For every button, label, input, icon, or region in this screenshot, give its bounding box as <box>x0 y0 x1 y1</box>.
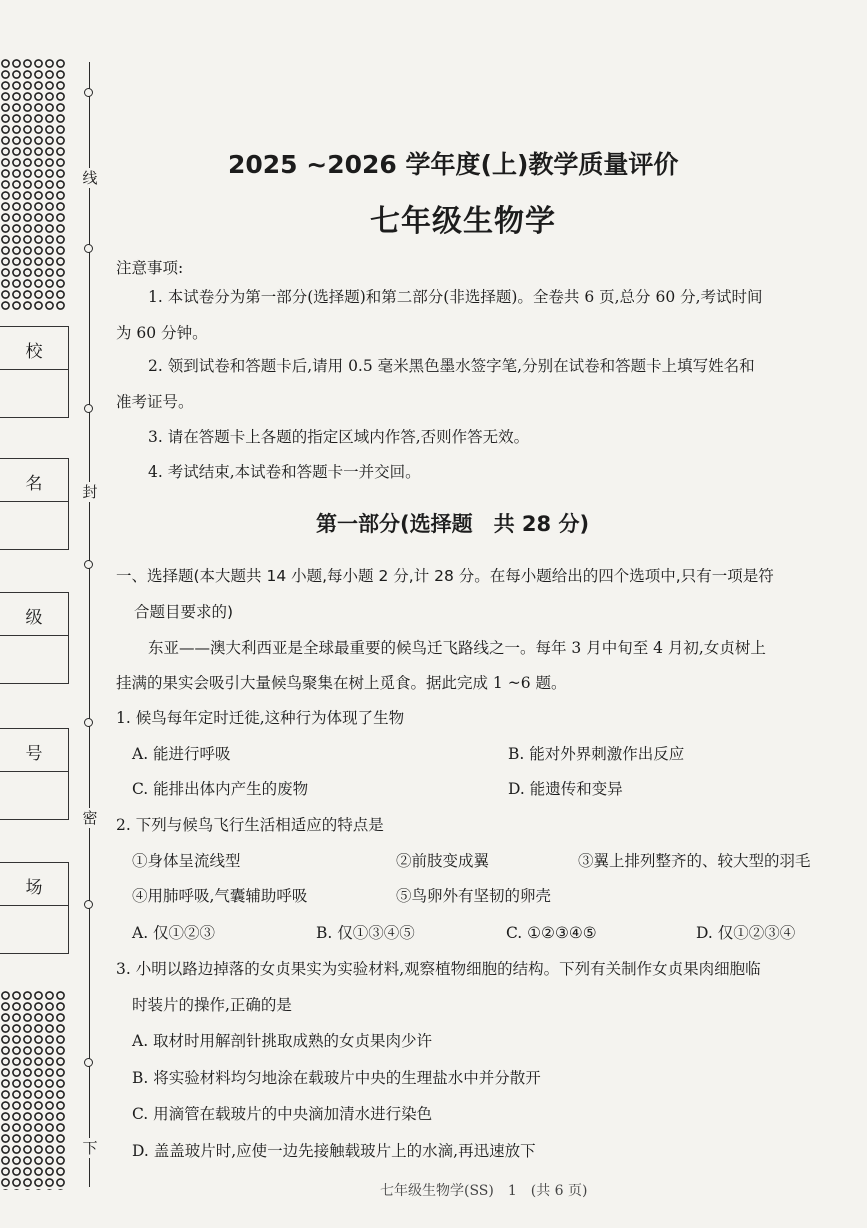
q3-option-d[interactable]: D. 盖盖玻片时,应使一边先接触载玻片上的水滴,再迅速放下 <box>132 1142 536 1160</box>
q1-option-b[interactable]: B. 能对外界刺激作出反应 <box>508 745 685 763</box>
question-3-stem-cont: 时装片的操作,正确的是 <box>132 996 292 1014</box>
cut-line-ring <box>84 404 93 413</box>
passage: 东亚——澳大利西亚是全球最重要的候鸟迁飞路线之一。每年 3 月中旬至 4 月初,女贞树上 <box>148 639 766 657</box>
page-footer: 七年级生物学(SS) 1 (共 6 页) <box>380 1183 588 1199</box>
q2-option-c[interactable]: C. ①②③④⑤ <box>506 924 597 942</box>
dot-grid-top <box>0 58 66 310</box>
q2-statement-5: ⑤鸟卵外有坚韧的卵壳 <box>396 887 552 905</box>
cut-line-ring <box>84 718 93 727</box>
q2-option-d[interactable]: D. 仅①②③④ <box>696 924 796 942</box>
notes-heading: 注意事项: <box>116 259 184 277</box>
field-label: 校 <box>25 342 43 362</box>
cut-word-feng: 封 <box>80 482 100 502</box>
passage-cont: 挂满的果实会吸引大量候鸟聚集在树上觅食。据此完成 1 ~6 题。 <box>116 674 567 692</box>
exam-subject: 七年级生物学 <box>370 204 556 239</box>
q1-option-d[interactable]: D. 能遗传和变异 <box>508 780 623 798</box>
q3-option-a[interactable]: A. 取材时用解剖针挑取成熟的女贞果肉少许 <box>132 1032 433 1050</box>
q2-statement-3: ③翼上排列整齐的、较大型的羽毛 <box>578 852 811 870</box>
question-2-stem: 2. 下列与候鸟飞行生活相适应的特点是 <box>116 816 384 834</box>
q3-option-b[interactable]: B. 将实验材料均匀地涂在载玻片中央的生理盐水中并分散开 <box>132 1069 541 1087</box>
field-class[interactable] <box>0 592 69 684</box>
dot-pattern-top <box>0 58 66 310</box>
field-label: 级 <box>25 608 43 628</box>
cut-word-mi: 密 <box>80 808 100 828</box>
q2-statement-1: ①身体呈流线型 <box>132 852 241 870</box>
note-line: 2. 领到试卷和答题卡后,请用 0.5 毫米黑色墨水签字笔,分别在试卷和答题卡上填写姓名和 <box>148 357 755 375</box>
note-line: 3. 请在答题卡上各题的指定区域内作答,否则作答无效。 <box>148 428 530 446</box>
cut-line-ring <box>84 560 93 569</box>
exam-title: 2025 ~2026 学年度(上)教学质量评价 <box>228 150 679 179</box>
part-title: 第一部分(选择题 共 28 分) <box>316 512 590 536</box>
note-line: 准考证号。 <box>116 393 194 411</box>
question-1-stem: 1. 候鸟每年定时迁徙,这种行为体现了生物 <box>116 709 405 727</box>
q2-option-a[interactable]: A. 仅①②③ <box>132 924 216 942</box>
field-label: 号 <box>25 744 43 764</box>
field-label: 场 <box>25 878 43 898</box>
cut-word-xia: 下 <box>80 1138 100 1158</box>
section-instructions: 一、选择题(本大题共 14 小题,每小题 2 分,计 28 分。在每小题给出的四个选项中,只有一项是符 <box>116 567 774 585</box>
cut-line <box>89 62 90 1187</box>
cut-line-ring <box>84 88 93 97</box>
q1-option-c[interactable]: C. 能排出体内产生的废物 <box>132 780 309 798</box>
cut-line-ring <box>84 244 93 253</box>
q2-statement-2: ②前肢变成翼 <box>396 852 490 870</box>
q1-option-a[interactable]: A. 能进行呼吸 <box>132 745 231 763</box>
field-school[interactable] <box>0 326 69 418</box>
note-line: 为 60 分钟。 <box>116 324 208 342</box>
field-label: 名 <box>25 474 43 494</box>
cut-line-ring <box>84 1058 93 1067</box>
field-room[interactable] <box>0 862 69 954</box>
note-line: 1. 本试卷分为第一部分(选择题)和第二部分(非选择题)。全卷共 6 页,总分 60 分,考试时间 <box>148 288 763 306</box>
field-number[interactable] <box>0 728 69 820</box>
section-instructions-cont: 合题目要求的) <box>134 603 234 621</box>
q2-statement-4: ④用肺呼吸,气囊辅助呼吸 <box>132 887 308 905</box>
note-line: 4. 考试结束,本试卷和答题卡一并交回。 <box>148 463 421 481</box>
dot-grid-bottom <box>0 990 66 1190</box>
field-name[interactable] <box>0 458 69 550</box>
question-3-stem: 3. 小明以路边掉落的女贞果实为实验材料,观察植物细胞的结构。下列有关制作女贞果肉细胞临 <box>116 960 761 978</box>
cut-line-ring <box>84 900 93 909</box>
q2-option-b[interactable]: B. 仅①③④⑤ <box>316 924 415 942</box>
cut-word-xian: 线 <box>80 168 100 188</box>
dot-pattern-bottom <box>0 990 66 1190</box>
q3-option-c[interactable]: C. 用滴管在载玻片的中央滴加清水进行染色 <box>132 1105 433 1123</box>
